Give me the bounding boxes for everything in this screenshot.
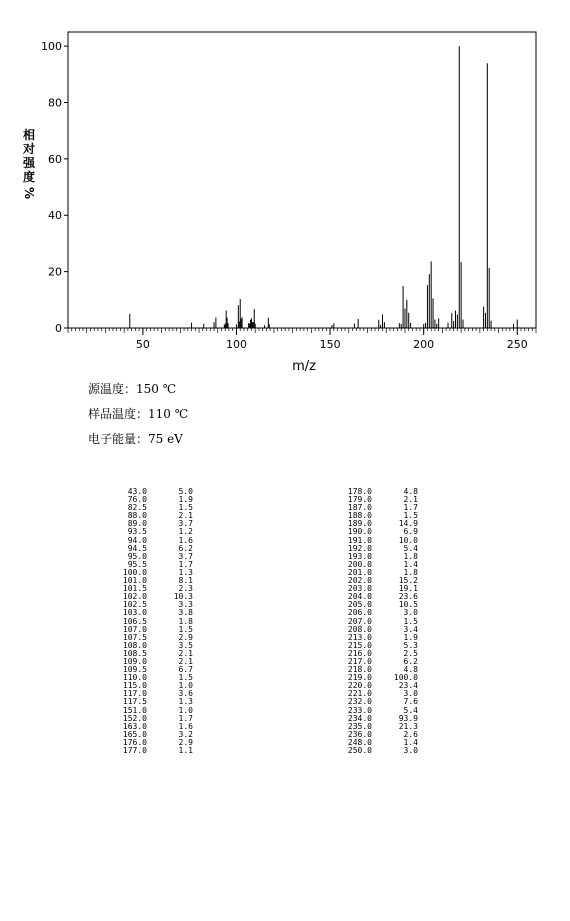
mz-value: 208.0 bbox=[347, 624, 372, 634]
mz-value: 109.5 bbox=[122, 665, 147, 675]
mz-value: 110.0 bbox=[122, 673, 147, 683]
mz-value: 95.5 bbox=[127, 559, 147, 569]
mz-value: 177.0 bbox=[122, 746, 147, 755]
mz-value: 95.0 bbox=[127, 551, 147, 561]
intensity-value: 1.7 bbox=[178, 713, 193, 723]
intensity-value: 3.7 bbox=[178, 519, 193, 529]
intensity-value: 5.4 bbox=[403, 543, 418, 553]
intensity-value: 6.2 bbox=[178, 543, 193, 553]
mz-value: 94.5 bbox=[127, 543, 147, 553]
mz-value: 221.0 bbox=[347, 689, 372, 699]
y-tick-label: 100 bbox=[41, 40, 62, 54]
intensity-value: 3.0 bbox=[403, 689, 418, 699]
x-tick-label: 50 bbox=[135, 338, 150, 351]
intensity-value: 1.3 bbox=[178, 567, 193, 577]
mz-value: 100.0 bbox=[122, 567, 147, 577]
intensity-value: 14.9 bbox=[398, 519, 418, 529]
intensity-value: 1.5 bbox=[403, 511, 418, 521]
intensity-value: 19.1 bbox=[398, 584, 418, 594]
mz-value: 108.5 bbox=[122, 648, 147, 658]
mz-value: 200.0 bbox=[347, 559, 372, 569]
mass-spectrum-chart bbox=[0, 0, 570, 375]
peak-table-left bbox=[113, 488, 193, 755]
intensity-value: 3.7 bbox=[178, 551, 193, 561]
intensity-value: 23.4 bbox=[398, 681, 418, 691]
intensity-value: 1.0 bbox=[178, 681, 193, 691]
y-tick-label: 0 bbox=[55, 322, 62, 335]
intensity-value: 1.2 bbox=[178, 527, 193, 537]
mz-value: 179.0 bbox=[347, 495, 372, 505]
mz-value: 207.0 bbox=[347, 616, 372, 626]
x-axis-label: m/z bbox=[292, 359, 316, 374]
intensity-value: 1.5 bbox=[178, 673, 193, 683]
mz-value: 109.0 bbox=[122, 656, 147, 666]
intensity-value: 1.4 bbox=[403, 737, 418, 747]
mz-value: 192.0 bbox=[347, 543, 372, 553]
y-axis-label-char: 相 bbox=[22, 128, 35, 142]
intensity-value: 1.3 bbox=[178, 697, 193, 707]
intensity-value: 4.8 bbox=[403, 665, 418, 675]
mz-value: 206.0 bbox=[347, 608, 372, 618]
mz-value: 189.0 bbox=[347, 519, 372, 529]
intensity-value: 93.9 bbox=[398, 713, 418, 723]
mz-value: 107.0 bbox=[122, 624, 147, 634]
peak-table-right bbox=[338, 488, 418, 755]
intensity-value: 6.9 bbox=[403, 527, 418, 537]
intensity-value: 1.5 bbox=[178, 624, 193, 634]
mz-value: 178.0 bbox=[347, 487, 372, 496]
table-row bbox=[113, 747, 193, 755]
intensity-value: 10.0 bbox=[398, 535, 418, 545]
intensity-value: 3.6 bbox=[178, 689, 193, 699]
mz-value: 163.0 bbox=[122, 721, 147, 731]
mz-value: 233.0 bbox=[347, 705, 372, 715]
intensity-value: 2.3 bbox=[178, 584, 193, 594]
mz-value: 82.5 bbox=[127, 503, 147, 513]
intensity-value: 3.0 bbox=[403, 746, 418, 755]
intensity-value: 15.2 bbox=[398, 576, 418, 586]
y-axis bbox=[41, 40, 68, 335]
mz-value: 236.0 bbox=[347, 729, 372, 739]
y-axis-label-unit: % bbox=[22, 186, 36, 200]
intensity-value: 7.6 bbox=[403, 697, 418, 707]
intensity-value: 10.5 bbox=[398, 600, 418, 610]
intensity-value: 3.8 bbox=[178, 608, 193, 618]
y-tick-label: 80 bbox=[48, 96, 62, 110]
mz-value: 187.0 bbox=[347, 503, 372, 513]
mz-value: 103.0 bbox=[122, 608, 147, 618]
intensity-value: 1.5 bbox=[178, 503, 193, 513]
mz-value: 101.5 bbox=[122, 584, 147, 594]
intensity-value: 1.9 bbox=[403, 632, 418, 642]
intensity-value: 6.2 bbox=[403, 656, 418, 666]
intensity-value: 10.3 bbox=[173, 592, 193, 602]
y-tick-label: 60 bbox=[48, 152, 62, 166]
mz-value: 216.0 bbox=[347, 648, 372, 658]
intensity-value: 21.3 bbox=[398, 721, 418, 731]
mz-value: 151.0 bbox=[122, 705, 147, 715]
intensity-value: 2.9 bbox=[178, 737, 193, 747]
mz-value: 220.0 bbox=[347, 681, 372, 691]
x-tick-label: 150 bbox=[319, 338, 341, 351]
intensity-value: 3.4 bbox=[403, 624, 418, 634]
intensity-value: 1.1 bbox=[178, 746, 193, 755]
intensity-value: 2.1 bbox=[178, 511, 193, 521]
mz-value: 232.0 bbox=[347, 697, 372, 707]
mz-value: 89.0 bbox=[127, 519, 147, 529]
mz-value: 213.0 bbox=[347, 632, 372, 642]
intensity-value: 1.5 bbox=[403, 616, 418, 626]
intensity-value: 3.2 bbox=[178, 729, 193, 739]
electron-energy: 电子能量：75 eV bbox=[88, 432, 183, 446]
y-axis-label bbox=[20, 128, 38, 200]
plot-frame bbox=[68, 32, 536, 328]
mz-value: 215.0 bbox=[347, 640, 372, 650]
mz-value: 248.0 bbox=[347, 737, 372, 747]
x-tick-label: 200 bbox=[413, 338, 435, 351]
mz-value: 235.0 bbox=[347, 721, 372, 731]
peak-bars bbox=[130, 46, 518, 328]
mz-value: 107.5 bbox=[122, 632, 147, 642]
intensity-value: 1.6 bbox=[178, 721, 193, 731]
y-axis-label-char: 度 bbox=[22, 170, 35, 184]
mz-value: 117.0 bbox=[122, 689, 147, 699]
x-tick-label: 250 bbox=[506, 338, 528, 351]
intensity-value: 1.7 bbox=[178, 559, 193, 569]
intensity-value: 2.5 bbox=[403, 648, 418, 658]
intensity-value: 1.8 bbox=[403, 551, 418, 561]
intensity-value: 1.4 bbox=[403, 559, 418, 569]
mz-value: 205.0 bbox=[347, 600, 372, 610]
x-axis bbox=[68, 328, 536, 351]
y-axis-label-char: 对 bbox=[22, 142, 35, 156]
intensity-value: 2.1 bbox=[403, 495, 418, 505]
mz-value: 117.5 bbox=[122, 697, 147, 707]
mz-value: 201.0 bbox=[347, 567, 372, 577]
x-tick-label: 100 bbox=[225, 338, 247, 351]
intensity-value: 5.3 bbox=[403, 640, 418, 650]
mz-value: 93.5 bbox=[127, 527, 147, 537]
intensity-value: 1.9 bbox=[178, 495, 193, 505]
intensity-value: 1.8 bbox=[178, 616, 193, 626]
mz-value: 204.0 bbox=[347, 592, 372, 602]
mz-value: 191.0 bbox=[347, 535, 372, 545]
mz-value: 94.0 bbox=[127, 535, 147, 545]
intensity-value: 2.6 bbox=[403, 729, 418, 739]
mz-value: 101.0 bbox=[122, 576, 147, 586]
intensity-value: 3.0 bbox=[403, 608, 418, 618]
mz-value: 190.0 bbox=[347, 527, 372, 537]
intensity-value: 1.7 bbox=[403, 503, 418, 513]
y-axis-label-char: 强 bbox=[22, 156, 35, 170]
intensity-value: 5.4 bbox=[403, 705, 418, 715]
mz-value: 102.0 bbox=[122, 592, 147, 602]
table-row bbox=[338, 747, 418, 755]
mz-value: 188.0 bbox=[347, 511, 372, 521]
mz-value: 218.0 bbox=[347, 665, 372, 675]
intensity-value: 1.8 bbox=[403, 567, 418, 577]
mz-value: 250.0 bbox=[347, 746, 372, 755]
mz-value: 202.0 bbox=[347, 576, 372, 586]
intensity-value: 4.8 bbox=[403, 487, 418, 496]
mz-value: 203.0 bbox=[347, 584, 372, 594]
mz-value: 219.0 bbox=[347, 673, 372, 683]
intensity-value: 8.1 bbox=[178, 576, 193, 586]
y-tick-label: 40 bbox=[48, 209, 62, 223]
mz-value: 43.0 bbox=[127, 487, 147, 496]
mz-value: 76.0 bbox=[127, 495, 147, 505]
intensity-value: 1.6 bbox=[178, 535, 193, 545]
y-tick-label: 20 bbox=[48, 265, 62, 279]
intensity-value: 2.9 bbox=[178, 632, 193, 642]
mz-value: 102.5 bbox=[122, 600, 147, 610]
mz-value: 106.5 bbox=[122, 616, 147, 626]
mz-value: 108.0 bbox=[122, 640, 147, 650]
intensity-value: 2.1 bbox=[178, 648, 193, 658]
mz-value: 115.0 bbox=[122, 681, 147, 691]
intensity-value: 1.0 bbox=[178, 705, 193, 715]
mz-value: 234.0 bbox=[347, 713, 372, 723]
mz-value: 88.0 bbox=[127, 511, 147, 521]
intensity-value: 2.1 bbox=[178, 656, 193, 666]
mz-value: 193.0 bbox=[347, 551, 372, 561]
intensity-value: 23.6 bbox=[398, 592, 418, 602]
mz-value: 152.0 bbox=[122, 713, 147, 723]
mz-value: 165.0 bbox=[122, 729, 147, 739]
mz-value: 217.0 bbox=[347, 656, 372, 666]
intensity-value: 100.0 bbox=[393, 673, 418, 683]
intensity-value: 3.5 bbox=[178, 640, 193, 650]
intensity-value: 3.3 bbox=[178, 600, 193, 610]
source-temperature: 源温度：150 ℃ bbox=[88, 382, 177, 396]
intensity-value: 6.7 bbox=[178, 665, 193, 675]
intensity-value: 5.0 bbox=[178, 487, 193, 496]
mz-value: 176.0 bbox=[122, 737, 147, 747]
sample-temperature: 样品温度：110 ℃ bbox=[88, 407, 189, 421]
